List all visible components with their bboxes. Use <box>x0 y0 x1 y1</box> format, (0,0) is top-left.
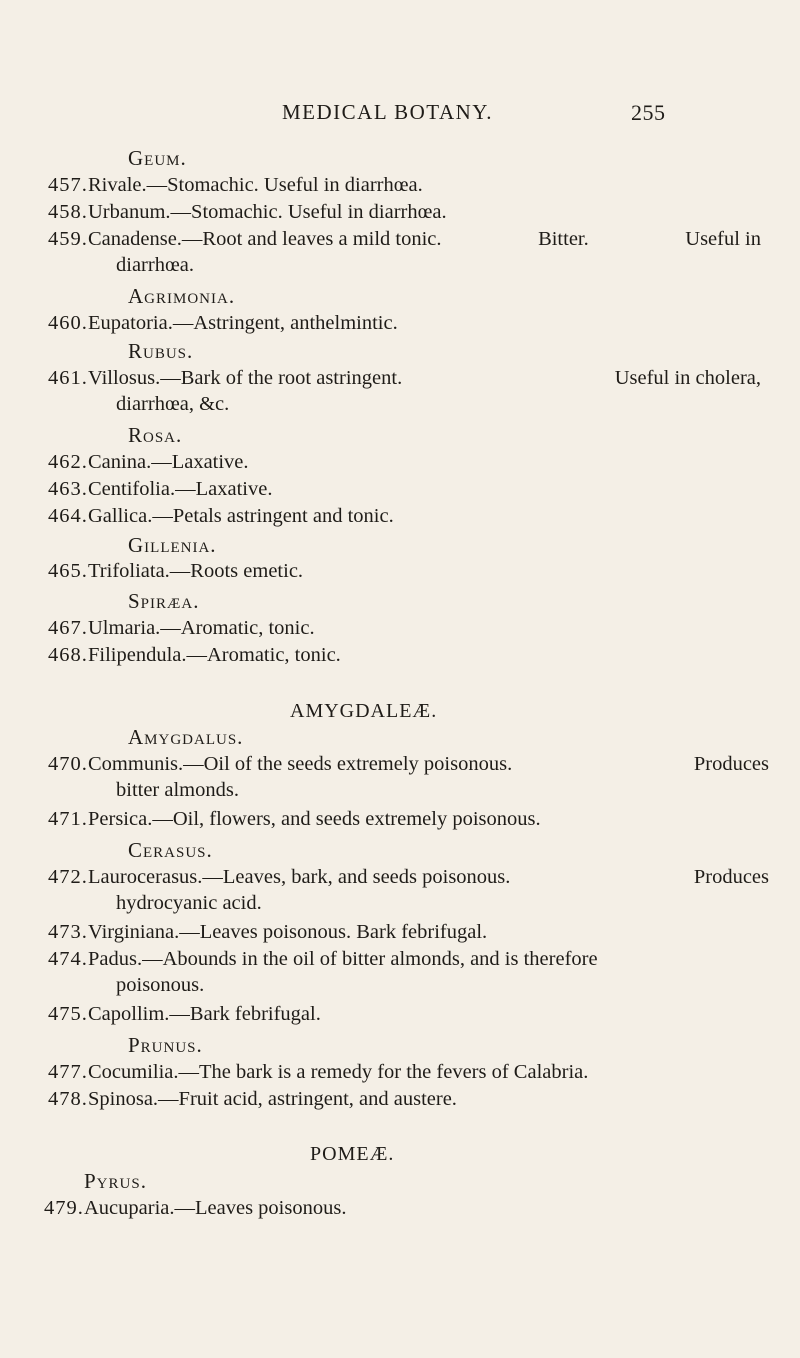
running-title: MEDICAL BOTANY. <box>282 100 493 124</box>
entry-text: Persica.—Oil, flowers, and seeds extremely poisonous. <box>88 808 541 830</box>
entry-text: Produces <box>693 866 769 888</box>
entry-number: 473. <box>48 921 88 943</box>
entry-text-justified <box>88 365 761 391</box>
entry-text: Spinosa.—Fruit acid, astringent, and austere. <box>88 1088 457 1110</box>
entry-number: 463. <box>48 478 88 500</box>
entry-text: Useful in cholera, <box>614 367 761 389</box>
entry-number: 457. <box>48 174 88 196</box>
entry-470-continuation: bitter almonds. <box>116 779 239 801</box>
entry-text: Rivale.—Stomachic. Useful in diarrhœa. <box>88 174 423 196</box>
running-head <box>0 100 800 130</box>
genus-heading-pyrus: Pyrus. <box>84 1169 147 1193</box>
entry-text: Gallica.—Petals astringent and tonic. <box>88 505 394 527</box>
entry-text: Centifolia.—Laxative. <box>88 478 273 500</box>
entry-text: Filipendula.—Aromatic, tonic. <box>88 644 341 666</box>
genus-heading-rubus: Rubus. <box>128 339 194 363</box>
entry-text-justified <box>88 946 769 972</box>
entry-text: Villosus.—Bark of the root astringent. <box>88 367 403 389</box>
entry-text: Capollim.—Bark febrifugal. <box>88 1003 321 1025</box>
page-number: 255 <box>631 100 666 125</box>
entry-number: 471. <box>48 808 88 830</box>
entry-text-justified <box>88 226 761 252</box>
entry-text: Eupatoria.—Astringent, anthelmintic. <box>88 312 398 334</box>
entry-text-justified <box>88 751 769 777</box>
entry-number: 472. <box>48 866 88 888</box>
entry-text: Canina.—Laxative. <box>88 451 249 473</box>
genus-heading-prunus: Prunus. <box>128 1033 203 1057</box>
entry-number: 478. <box>48 1088 88 1110</box>
entry-text: Padus.—Abounds in the oil of bitter almonds, and is therefore <box>88 948 598 970</box>
entry-number: 470. <box>48 753 88 775</box>
entry-472-continuation: hydrocyanic acid. <box>116 892 262 914</box>
entry-number: 465. <box>48 560 88 582</box>
entry-number: 475. <box>48 1003 88 1025</box>
entry-number: 477. <box>48 1061 88 1083</box>
entry-text: Bitter. <box>538 228 589 250</box>
entry-number: 458. <box>48 201 88 223</box>
entry-number: 459. <box>48 228 88 250</box>
entry-number: 460. <box>48 312 88 334</box>
entry-text: Trifoliata.—Roots emetic. <box>88 560 304 582</box>
family-heading-amygdaleae: AMYGDALEÆ. <box>290 700 438 722</box>
entry-text: Virginiana.—Leaves poisonous. Bark febrifugal. <box>88 921 488 943</box>
genus-heading-geum: Geum. <box>128 146 187 170</box>
entry-number: 461. <box>48 367 88 389</box>
entry-461-continuation: diarrhœa, &c. <box>116 393 230 415</box>
entry-text: Urbanum.—Stomachic. Useful in diarrhœa. <box>88 201 447 223</box>
entry-number: 474. <box>48 948 88 970</box>
genus-heading-amygdalus: Amygdalus. <box>128 725 244 749</box>
genus-heading-spiraea: Spiræa. <box>128 589 200 613</box>
entry-number: 467. <box>48 617 88 639</box>
genus-heading-agrimonia: Agrimonia. <box>128 284 236 308</box>
entry-text: Produces <box>693 753 769 775</box>
entry-text: Useful in <box>685 228 761 250</box>
entry-text: Laurocerasus.—Leaves, bark, and seeds poisonous. <box>88 866 511 888</box>
entry-number: 479. <box>44 1197 84 1219</box>
family-heading-pomeae: POMEÆ. <box>310 1143 395 1165</box>
entry-text: Cocumilia.—The bark is a remedy for the fevers of Calabria. <box>88 1061 589 1083</box>
entry-459-continuation: diarrhœa. <box>116 254 194 276</box>
entry-text: Ulmaria.—Aromatic, tonic. <box>88 617 315 639</box>
entry-474-continuation: poisonous. <box>116 974 205 996</box>
entry-number: 462. <box>48 451 88 473</box>
genus-heading-cerasus: Cerasus. <box>128 838 213 862</box>
genus-heading-rosa: Rosa. <box>128 423 183 447</box>
genus-heading-gillenia: Gillenia. <box>128 533 217 557</box>
entry-number: 468. <box>48 644 88 666</box>
entry-text-justified <box>88 864 769 890</box>
entry-text: Communis.—Oil of the seeds extremely poisonous. <box>88 753 513 775</box>
entry-text: Aucuparia.—Leaves poisonous. <box>84 1197 347 1219</box>
entry-text: Canadense.—Root and leaves a mild tonic. <box>88 228 442 250</box>
entry-number: 464. <box>48 505 88 527</box>
